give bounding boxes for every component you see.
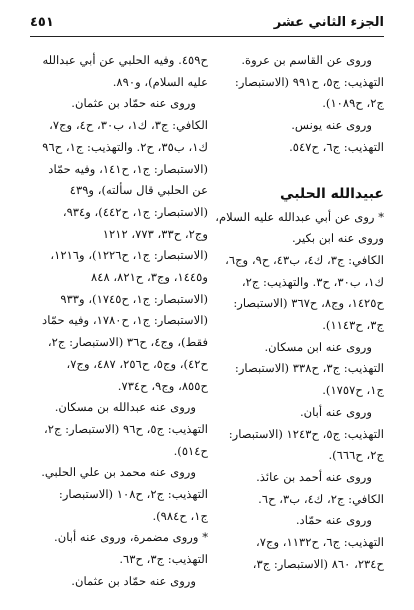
text-line: الكافي: ج٣، ك٤، ب٤٣، ح٩، وج٦،: [225, 252, 384, 267]
text-line: التهذيب: ج٦، ح١١٣٢، وج٧،: [256, 535, 384, 550]
text-line: (الاستبصار: ج١، ح١٤١، وفيه حمّاد: [48, 161, 208, 176]
text-line: و١٤٤٥، وج٣، ح٨٢١، ٨٤٨: [90, 270, 208, 285]
left-column: [30, 50, 208, 593]
text-line: وروى عنه حمّاد بن عثمان.: [71, 573, 196, 588]
page-number: ٤٥١: [30, 14, 54, 30]
text-line: التهذيب: ج٣، ح٣٣٨ (الاستبصار:: [234, 361, 384, 376]
text-line: ك١، ب٣٠، ح٣. والتهذيب: ج٢،: [241, 274, 384, 289]
text-line: التهذيب: ج٥، ح١٢٤٣ (الاستبصار:: [228, 426, 384, 441]
text-line: ح٨٥٥، وج٩، ح٧٣٤.: [117, 378, 208, 393]
text-line: (الاستبصار: ج١، ح١٧٤٥)، و٩٣٣: [60, 291, 208, 306]
text-line: وروى عنه أبان.: [299, 404, 372, 419]
text-line: وروى عنه ابن مسكان.: [264, 339, 372, 354]
text-line: (الاستبصار: ج١، ح٤٤٢)، و٩٣٤،: [62, 204, 208, 219]
text-line: الكافي: ج٢، ك٤، ب٣، ح٦.: [258, 491, 384, 506]
text-line: ح٢٣٤، ٨٦٠ (الاستبصار: ج٣،: [252, 556, 384, 571]
text-line: وروى عنه حمّاد بن عثمان.: [71, 96, 196, 111]
text-line: ك١، ب٣٥، ح٢. والتهذيب: ج١، ح٩٦: [42, 139, 208, 154]
text-line: عليه السلام)، و٨٩٠.: [112, 74, 208, 89]
text-line: ج٣، ح١١٤٣).: [322, 318, 384, 333]
text-line: * وروى مضمرة، وروى عنه أبان.: [54, 530, 208, 545]
text-line: التهذيب: ج٥، ح٩٩١ (الاستبصار:: [234, 74, 384, 89]
section-heading: عبيدالله الحلبي: [280, 185, 384, 202]
text-line: فقط)، وج٤، ح٣٦ (الاستبصار: ج٢،: [47, 335, 208, 350]
running-title: الجزء الثاني عشر: [273, 14, 384, 30]
text-line: وروى عنه حمّاد.: [295, 513, 372, 528]
text-line: التهذيب: ج٢، ح١٠٨ (الاستبصار:: [58, 487, 208, 502]
text-line: التهذيب: ج٣، ح٦٣.: [119, 552, 208, 567]
text-line: (الاستبصار: ج١، ح١٧٨٠، وفيه حمّاد: [42, 313, 208, 328]
text-line: الكافي: ج٣، ك١، ب٣٠، ح٤، وج٧،: [49, 118, 208, 133]
text-line: ح٤٢)، وج٥، ح٢٥٦، ٤٨٧، وج٧،: [66, 356, 208, 371]
text-line: وروى عنه يونس.: [291, 118, 372, 133]
text-line: * روى عن أبي عبدالله عليه السلام،: [215, 209, 384, 224]
text-line: وروى عن القاسم بن عروة.: [241, 53, 372, 67]
text-line: ج٢، ح٦٦٦).: [328, 448, 384, 463]
text-line: ج٢، ح١٠٨٩).: [322, 96, 384, 111]
text-line: التهذيب: ج٦، ح٥٤٧.: [289, 139, 384, 154]
right-column: [206, 50, 384, 575]
text-line: ح١٤٢٥، وج٨، ح٣٦٧ (الاستبصار:: [233, 296, 384, 311]
text-line: التهذيب: ج٥، ح٩٦ (الاستبصار: ج٢،: [44, 421, 208, 436]
text-line: وروى عنه أحمد بن عائذ.: [256, 469, 372, 484]
page-header: [30, 12, 384, 32]
text-line: وروى عنه محمد بن علي الحلبي.: [41, 465, 196, 480]
text-line: ح٤٥٩. وفيه الحلبي عن أبي عبدالله: [42, 53, 208, 67]
text-line: وروى عنه عبدالله بن مسكان.: [54, 400, 196, 415]
text-line: ج١، ح٩٨٤).: [152, 508, 208, 523]
text-line: عن الحلبي قال سألته)، و٤٣٩: [69, 183, 208, 198]
text-line: ح٥١٤).: [173, 443, 208, 458]
text-line: وروى عنه ابن بكير.: [291, 231, 384, 246]
text-line: وج٢، ح٣٣، ٧٧٣، ١٢١٢: [102, 226, 208, 241]
text-line: (الاستبصار: ج١، ح١٢٢٦)، و١٢١٦،: [50, 248, 208, 263]
header-divider: [30, 36, 384, 37]
text-line: ج١، ح١٧٥٧).: [322, 383, 384, 398]
